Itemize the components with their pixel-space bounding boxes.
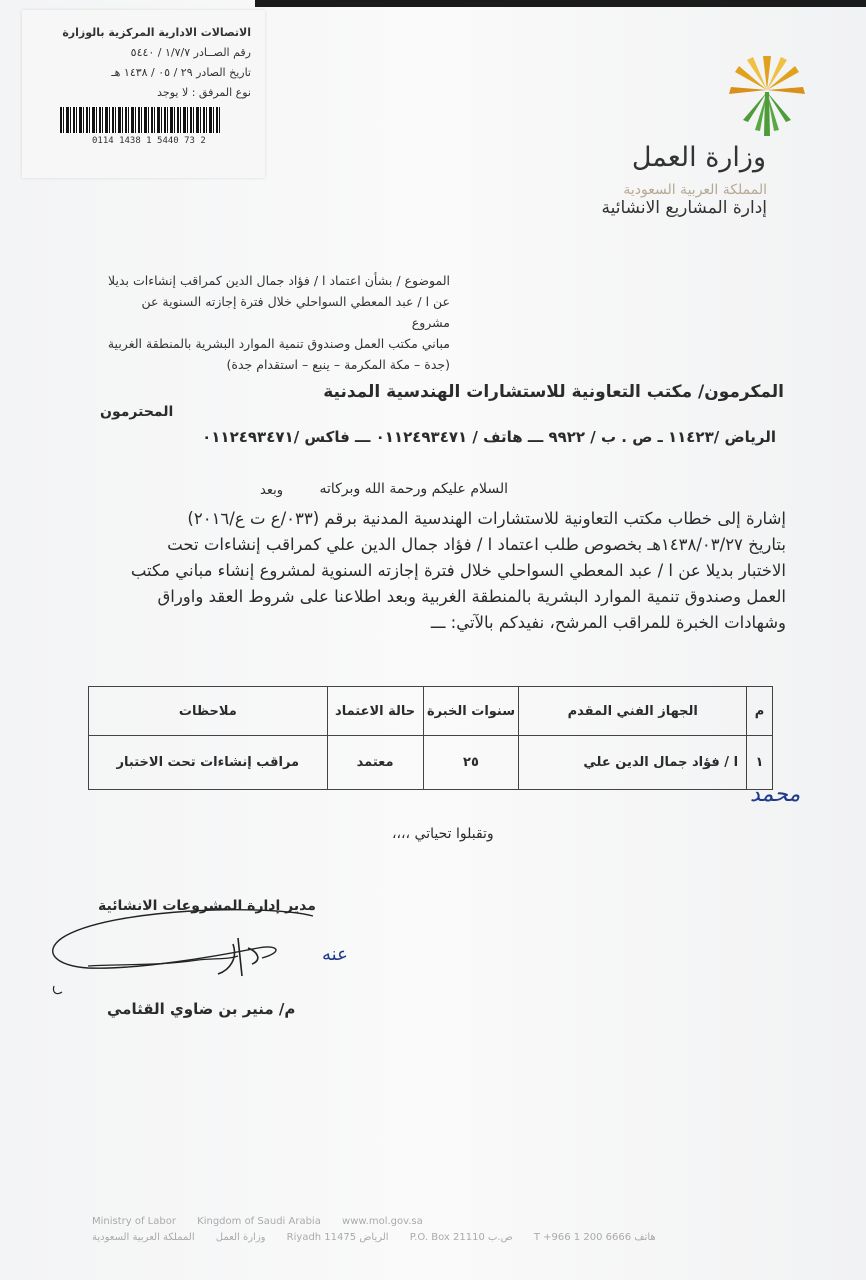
signatory-title: مدير إدارة المشروعات الانشائية — [98, 898, 316, 914]
stamp-date: تاريخ الصادر ٢٩ / ٠٥ / ١٤٣٨ هـ — [111, 66, 251, 79]
handwritten-signature — [48, 908, 318, 998]
table-cell: مراقب إنشاءات تحت الاختبار — [89, 736, 328, 790]
footer-city: Riyadh 11475 الرياض — [286, 1232, 389, 1243]
recipient-address: الرياض /١١٤٢٣ ـ ص . ب / ٩٩٢٢ ـــ هاتف / ٠١١٢٤٩٣٤٧١ ـــ فاكس /٠١١٢٤٩٣٤٧١ — [202, 428, 776, 446]
body-line: بتاريخ ١٤٣٨/٠٣/٢٧هـ بخصوص طلب اعتماد ا / فؤاد جمال الدين علي كمراقب إنشاءات تحت — [167, 535, 786, 554]
body-line: إشارة إلى خطاب مكتب التعاونية للاستشارات الهندسية المدنية برقم (٠٣٣/ع ت ع/٢٠١٦) — [187, 509, 786, 528]
stamp-title: الاتصالات الادارية المركزية بالوزارة — [62, 26, 251, 39]
table-header-row — [89, 687, 773, 736]
footer-website: www.mol.gov.sa — [342, 1216, 423, 1227]
table-cell: معتمد — [327, 736, 423, 790]
subject-block — [100, 270, 450, 375]
table-header: حالة الاعتماد — [327, 687, 423, 736]
registry-stamp — [22, 10, 265, 178]
closing-line: وتقبلوا تحياتي ،،،، — [392, 826, 494, 842]
scan-edge — [255, 0, 866, 7]
barcode-number: 0114 1438 1 5440 73 2 — [92, 136, 206, 146]
recipient-honorific: المحترمون — [100, 404, 174, 420]
table-header: الجهاز الفني المقدم — [519, 687, 747, 736]
subject-line: الموضوع / بشأن اعتماد ا / فؤاد جمال الدين كمراقب إنشاءات بديلا — [108, 273, 450, 288]
body-line: وشهادات الخبرة للمراقب المرشح، نفيدكم بالآتي: ـــ — [430, 613, 786, 632]
approval-table — [88, 686, 773, 790]
kingdom-name: المملكة العربية السعودية — [623, 182, 767, 198]
greeting: السلام عليكم ورحمة الله وبركاته — [319, 481, 508, 497]
footer-ministry: Ministry of Labor — [92, 1216, 176, 1227]
footer-phone: T +966 1 200 6666 هاتف — [533, 1232, 656, 1243]
signatory-name: م/ منير بن ضاوي القثامي — [107, 1000, 296, 1018]
ministry-logo-icon — [724, 50, 810, 140]
table-cell: ٢٥ — [423, 736, 519, 790]
body-line: الاختبار بديلا عن ا / عبد المعطي السواحلي خلال فترة إجازته السنوية لمشروع إنشاء مباني مكتب — [130, 561, 786, 580]
footer-ministry-ar: وزارة العمل — [215, 1232, 266, 1243]
table-header: ملاحظات — [89, 687, 328, 736]
table-header: م — [747, 687, 773, 736]
signed-for-mark: عنه — [322, 944, 348, 965]
footer-pobox: P.O. Box 21110 ص.ب — [409, 1232, 513, 1243]
subject-line: مباني مكتب العمل وصندوق تنمية الموارد البشرية بالمنطقة الغربية — [107, 336, 450, 351]
department-name: إدارة المشاريع الانشائية — [601, 198, 767, 218]
table-row — [89, 736, 773, 790]
subject-line: (جدة – مكة المكرمة – ينبع – استقدام جدة) — [226, 357, 450, 372]
footer-english — [92, 1216, 441, 1227]
body-line: العمل وصندوق تنمية الموارد البشرية بالمنطقة الغربية وبعد اطلاعنا على شروط العقد واوراق — [157, 587, 786, 606]
subject-line: عن ا / عبد المعطي السواحلي خلال فترة إجازته السنوية عن مشروع — [141, 294, 450, 330]
recipient-name: المكرمون/ مكتب التعاونية للاستشارات الهندسية المدنية — [323, 382, 784, 402]
footer-kingdom-ar: المملكة العربية السعودية — [92, 1232, 195, 1243]
greeting-wabaad: وبعد — [260, 483, 283, 498]
stamp-attachment: نوع المرفق : لا يوجد — [157, 86, 251, 99]
barcode — [60, 107, 220, 133]
stamp-ref: رقم الصــادر ١/٧/٧ / ٥٤٤٠ — [130, 46, 251, 59]
table-cell: ١ — [747, 736, 773, 790]
table-header: سنوات الخبرة — [423, 687, 519, 736]
footer-arabic — [92, 1232, 674, 1243]
handwritten-initial: محمد — [750, 782, 801, 807]
letter-body — [100, 506, 786, 636]
footer-kingdom: Kingdom of Saudi Arabia — [197, 1216, 321, 1227]
table-cell: ا / فؤاد جمال الدين علي — [519, 736, 747, 790]
ministry-name: وزارة العمل — [631, 142, 766, 173]
